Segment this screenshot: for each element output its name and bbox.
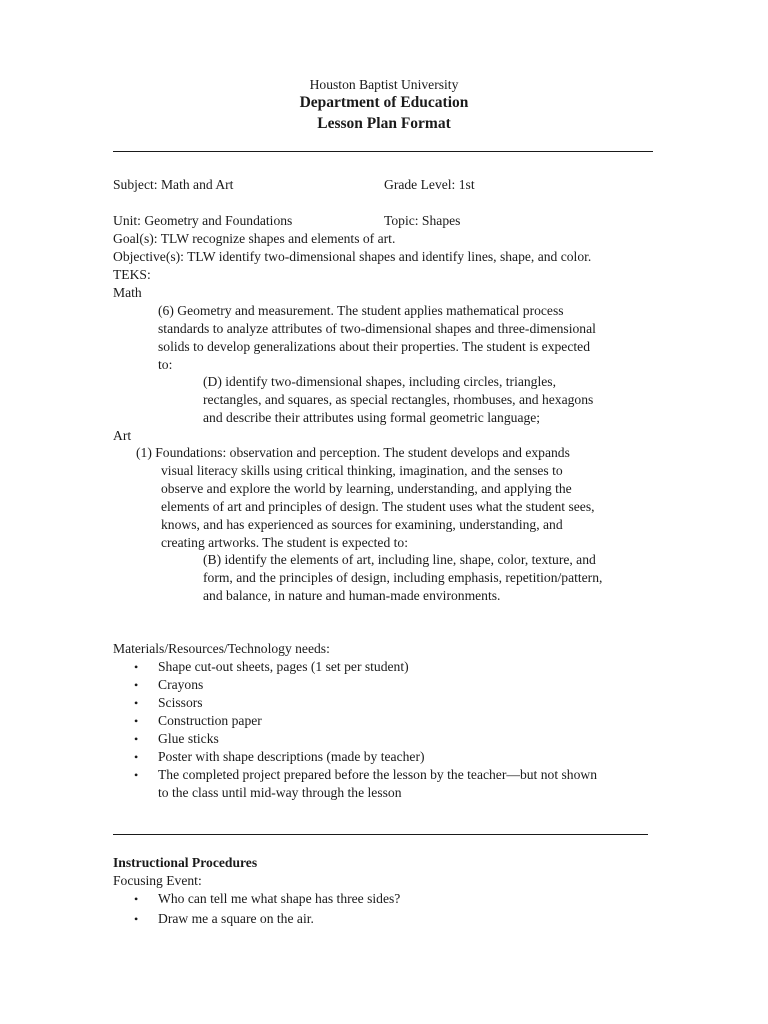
focusing-event-label: Focusing Event: [113, 873, 202, 888]
math-standard-line: solids to develop generalizations about their properties. The student is expected [158, 339, 590, 354]
procedures-heading: Instructional Procedures [113, 855, 258, 870]
bullet-icon: • [134, 912, 139, 926]
objective-line: Objective(s): TLW identify two-dimensional shapes and identify lines, shape, and color. [113, 249, 592, 264]
topic-line: Topic: Shapes [384, 213, 461, 228]
goal-line: Goal(s): TLW recognize shapes and elements of art. [113, 231, 396, 246]
university-name: Houston Baptist University [309, 77, 459, 92]
materials-item: Poster with shape descriptions (made by teacher) [158, 749, 425, 764]
math-heading: Math [113, 285, 142, 300]
bullet-icon: • [134, 678, 139, 692]
art-standard-line: knows, and has experienced as sources for examining, understanding, and [161, 517, 563, 532]
math-sub-standard-line: rectangles, and squares, as special rectangles, rhombuses, and hexagons [203, 392, 594, 407]
art-standard-line: (1) Foundations: observation and perception. The student develops and expands [136, 445, 570, 460]
bullet-icon: • [134, 714, 139, 728]
art-standard-line: creating artworks. The student is expected to: [161, 535, 409, 550]
materials-item: Construction paper [158, 713, 262, 728]
art-heading: Art [113, 428, 132, 443]
teks-label: TEKS: [113, 267, 151, 282]
bullet-icon: • [134, 768, 139, 782]
materials-item: Shape cut-out sheets, pages (1 set per student) [158, 659, 409, 674]
art-sub-standard-line: form, and the principles of design, including emphasis, repetition/pattern, [203, 570, 603, 585]
materials-item: Crayons [158, 677, 204, 692]
math-standard-line: standards to analyze attributes of two-dimensional shapes and three-dimensional [158, 321, 596, 336]
header-divider [113, 151, 653, 152]
materials-item-continued: to the class until mid-way through the lesson [158, 785, 402, 800]
art-standard-line: visual literacy skills using critical thinking, imagination, and the senses to [161, 463, 563, 478]
materials-item: Scissors [158, 695, 203, 710]
math-sub-standard-line: (D) identify two-dimensional shapes, including circles, triangles, [203, 374, 556, 389]
format-title: Lesson Plan Format [317, 115, 451, 132]
section-divider [113, 834, 648, 835]
art-standard-line: observe and explore the world by learning, understanding, and applying the [161, 481, 572, 496]
procedure-item: Who can tell me what shape has three sides? [158, 891, 401, 906]
bullet-icon: • [134, 696, 139, 710]
math-standard-line: (6) Geometry and measurement. The student applies mathematical process [158, 303, 564, 318]
materials-item: The completed project prepared before the lesson by the teacher—but not shown [158, 767, 597, 782]
materials-heading: Materials/Resources/Technology needs: [113, 641, 330, 656]
unit-line: Unit: Geometry and Foundations [113, 213, 293, 228]
math-sub-standard-line: and describe their attributes using formal geometric language; [203, 410, 541, 425]
art-sub-standard-line: and balance, in nature and human-made environments. [203, 588, 501, 603]
bullet-icon: • [134, 660, 139, 674]
grade-level-line: Grade Level: 1st [384, 177, 475, 192]
art-standard-line: elements of art and principles of design. The student uses what the student sees, [161, 499, 595, 514]
math-standard-line: to: [158, 357, 173, 372]
bullet-icon: • [134, 892, 139, 906]
subject-line: Subject: Math and Art [113, 177, 234, 192]
bullet-icon: • [134, 750, 139, 764]
materials-item: Glue sticks [158, 731, 219, 746]
department-title: Department of Education [299, 94, 469, 111]
bullet-icon: • [134, 732, 139, 746]
procedure-item: Draw me a square on the air. [158, 911, 314, 926]
art-sub-standard-line: (B) identify the elements of art, including line, shape, color, texture, and [203, 552, 596, 567]
